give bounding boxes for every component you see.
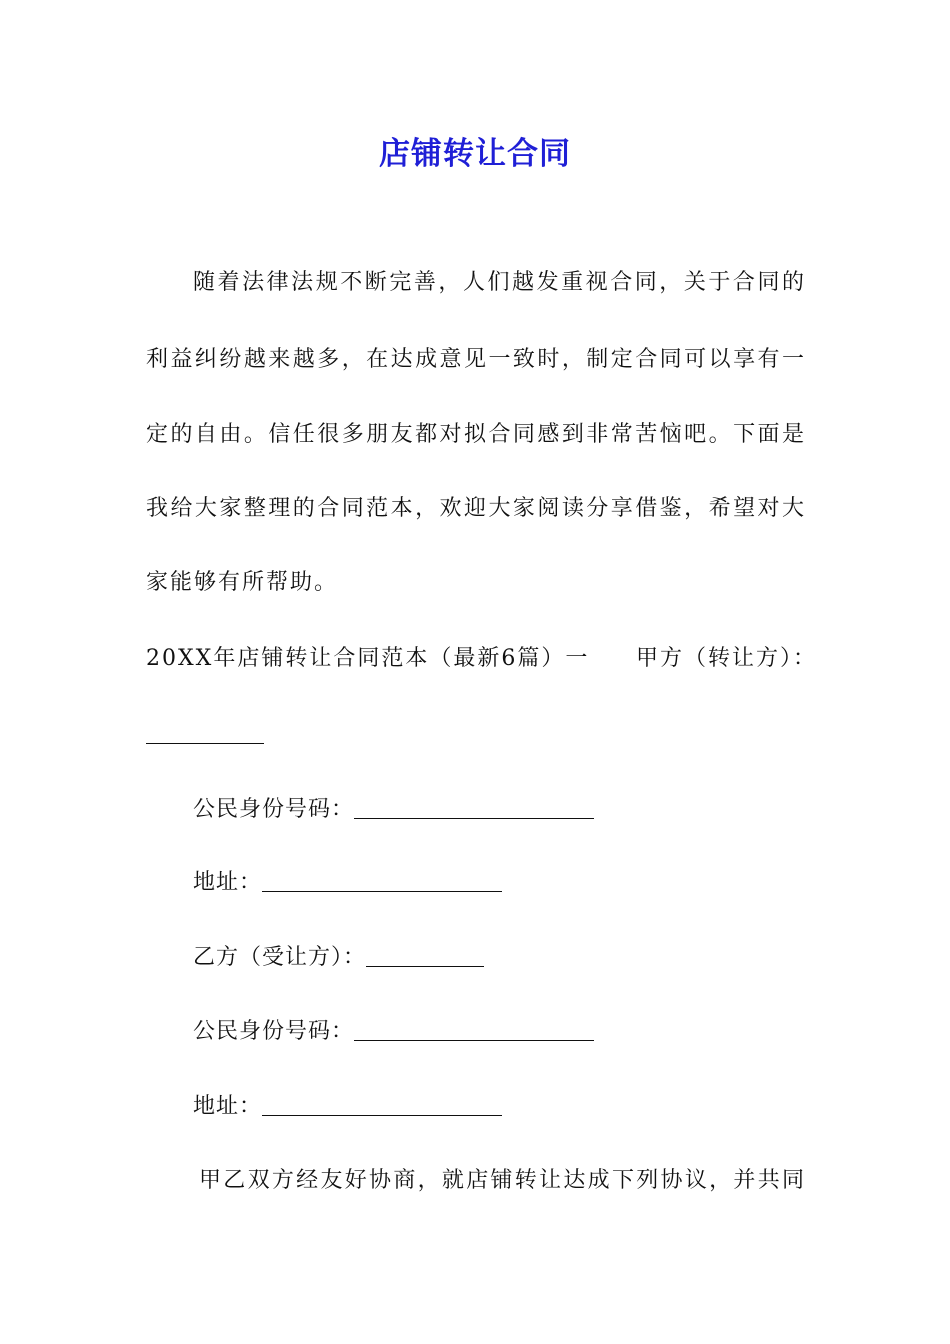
document-title: 店铺转让合同 [379,136,571,172]
intro-line-1: 随着法律法规不断完善，人们越发重视合同，关于合同的 [193,270,804,295]
party-b-address-label: 地址： [193,1094,263,1119]
party-a-id-label: 公民身份号码： [193,797,355,822]
intro-line-3: 定的自由。信任很多朋友都对拟合同感到非常苦恼吧。下面是 [146,422,804,447]
party-b-id-row [193,1017,594,1047]
blank-line [354,798,594,819]
blank-line [262,871,502,892]
party-a-name-blank [146,720,264,750]
party-a-address-row [193,868,502,898]
blank-line [354,1020,594,1041]
party-b-label: 乙方（受让方）： [193,945,367,970]
blank-line [262,1095,502,1116]
blank-line [366,946,484,967]
party-a-label: 甲方（转让方）： [636,646,818,671]
intro-line-4: 我给大家整理的合同范本，欢迎大家阅读分享借鉴，希望对大 [146,496,804,521]
party-b-id-label: 公民身份号码： [193,1019,355,1044]
closing-line: 甲乙双方经友好协商，就店铺转让达成下列协议，并共同 [199,1168,804,1193]
party-b-address-row [193,1092,502,1122]
intro-line-2: 利益纠纷越来越多，在达成意见一致时，制定合同可以享有一 [146,347,804,372]
section-heading: 20XX年店铺转让合同范本（最新6篇）一 [146,646,590,671]
blank-line [146,723,264,744]
intro-line-5: 家能够有所帮助。 [146,570,339,595]
party-b-row [193,943,484,973]
party-a-address-label: 地址： [193,870,263,895]
party-a-id-row [193,795,594,825]
